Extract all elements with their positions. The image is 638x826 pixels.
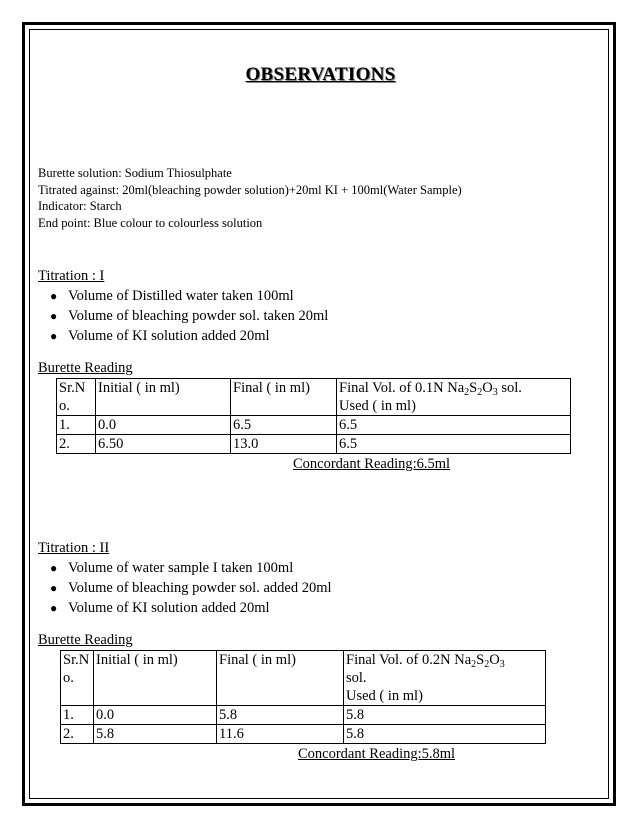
header-final: Final ( in ml) (231, 379, 337, 416)
list-item: ● Volume of water sample I taken 100ml (50, 560, 294, 576)
burette-solution-line: Burette solution: Sodium Thiosulphate (38, 166, 232, 180)
table-header-row (61, 651, 546, 706)
titration-1-burette-heading: Burette Reading (38, 360, 133, 376)
bullet-icon: ● (50, 581, 58, 595)
titration-1-section (38, 266, 571, 474)
titration-2-section (38, 538, 546, 764)
titration-1-list (38, 286, 571, 346)
list-item: ● Volume of bleaching powder sol. added 20ml (50, 580, 332, 596)
list-item: ● Volume of bleaching powder sol. taken 20ml (50, 308, 329, 324)
table-row: 2. 5.8 11.6 5.8 (61, 725, 546, 744)
table-row: 1. 0.0 5.8 5.8 (61, 706, 546, 725)
titration-2-burette-heading: Burette Reading (38, 632, 133, 648)
header-final-volume: Final Vol. of 0.1N $Na_2S_2O_3$ sol. Used ( in ml) (337, 379, 571, 416)
list-item: ● Volume of KI solution added 20ml (50, 328, 270, 344)
bullet-icon: ● (50, 561, 58, 575)
titration-2-table (60, 650, 546, 744)
titration-1-heading: Titration : I (38, 268, 105, 284)
titration-2-concordant: Concordant Reading:5.8ml (298, 746, 456, 762)
header-initial: Initial ( in ml) (94, 651, 217, 706)
header-srno: Sr.N o. (57, 379, 96, 416)
header-srno: Sr.N o. (61, 651, 94, 706)
table-row: 2. 6.50 13.0 6.5 (57, 435, 571, 454)
titration-2-heading: Titration : II (38, 540, 110, 556)
experiment-info (38, 165, 462, 231)
table-header-row (57, 379, 571, 416)
page-title: OBSERVATIONS (245, 64, 396, 85)
header-final-volume: Final Vol. of 0.2N $Na_2S_2O_3$ sol. Used ( in ml) (344, 651, 546, 706)
end-point-line: End point: Blue colour to colourless solution (38, 215, 263, 230)
titration-2-list (38, 558, 546, 618)
table-row: 1. 0.0 6.5 6.5 (57, 416, 571, 435)
bullet-icon: ● (50, 329, 58, 343)
header-final: Final ( in ml) (217, 651, 344, 706)
bullet-icon: ● (50, 309, 58, 323)
list-item: ● Volume of KI solution added 20ml (50, 600, 270, 616)
indicator-line: Indicator: Starch (38, 199, 122, 213)
titration-1-table (56, 378, 571, 454)
list-item: ● Volume of Distilled water taken 100ml (50, 288, 294, 304)
titrated-against-line: Titrated against: 20ml(bleaching powder solution)+20ml KI + 100ml(Water Sample) (38, 182, 462, 197)
bullet-icon: ● (50, 601, 58, 615)
header-initial: Initial ( in ml) (96, 379, 231, 416)
bullet-icon: ● (50, 289, 58, 303)
titration-1-concordant: Concordant Reading:6.5ml (293, 456, 451, 472)
